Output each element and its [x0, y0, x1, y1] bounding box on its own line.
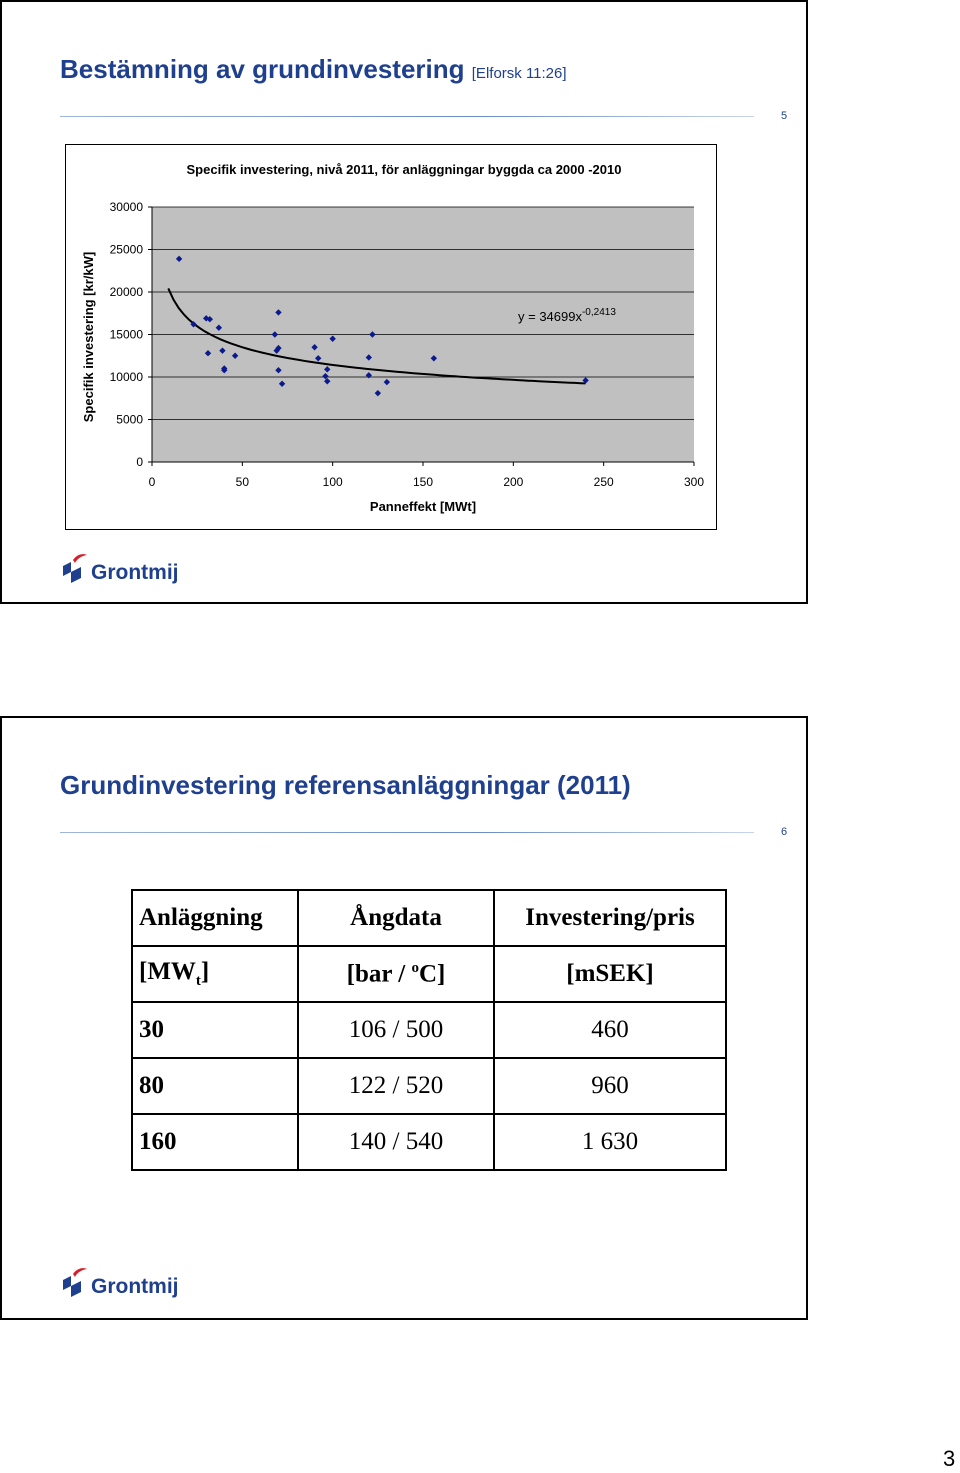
- unit-steam: [298, 946, 494, 1002]
- header-steam-data: Ångdata: [298, 890, 494, 946]
- logo-text: Grontmij: [91, 1275, 179, 1298]
- grontmij-logo: [59, 1266, 189, 1302]
- grontmij-logo-icon: [59, 552, 189, 588]
- slide-number: 6: [781, 826, 788, 838]
- grontmij-logo-icon: [59, 1266, 189, 1302]
- x-tick-labels: [149, 475, 705, 489]
- x-tick-label: 0: [148, 475, 156, 489]
- x-tick-label: 250: [593, 475, 614, 489]
- slide-title: [60, 54, 567, 85]
- grontmij-logo: [59, 552, 189, 588]
- slide-title-text: Bestämning av grundinvestering: [60, 54, 465, 84]
- table-units-row: [132, 946, 726, 1002]
- chart-title: Specifik investering, nivå 2011, för anläggningar byggda ca 2000 -2010: [186, 162, 622, 177]
- title-divider: [60, 832, 754, 833]
- unit-mw: [MW: [139, 958, 196, 985]
- slide-source: [Elforsk 11:26]: [471, 65, 567, 82]
- x-tick-label: 150: [412, 475, 434, 489]
- slide-title: Grundinvestering referensanläggningar (2011): [60, 770, 631, 800]
- chart-frame: [65, 144, 717, 530]
- slide-6: [0, 716, 808, 1320]
- cell-investment: 460: [494, 1002, 726, 1058]
- unit-celsius: C]: [418, 960, 446, 988]
- table-row: [132, 1058, 726, 1114]
- table-header-row: [132, 890, 726, 946]
- logo-text: Grontmij: [91, 561, 179, 584]
- cell-investment: 960: [494, 1058, 726, 1114]
- table-row: [132, 1002, 726, 1058]
- y-tick-label: 5000: [116, 412, 143, 427]
- unit-degree: o: [411, 959, 419, 976]
- cell-steam: 122 / 520: [298, 1058, 494, 1114]
- slide-number: 5: [781, 110, 788, 122]
- cell-steam: 140 / 540: [298, 1114, 494, 1170]
- page-number: 3: [943, 1446, 956, 1471]
- cell-investment: 1 630: [494, 1114, 726, 1170]
- x-tick-label: 100: [322, 475, 343, 489]
- reference-plants-table: [131, 889, 727, 1171]
- unit-bar: [bar /: [346, 960, 412, 988]
- title-divider: [60, 116, 754, 117]
- slide-5: [0, 0, 808, 604]
- trendline-equation-base: y = 34699x: [518, 309, 582, 324]
- cell-steam: 106 / 500: [298, 1002, 494, 1058]
- y-tick-label: 25000: [109, 242, 143, 257]
- cell-plant: 30: [132, 1002, 298, 1058]
- x-tick-label: 200: [503, 475, 524, 489]
- y-tick-label: 15000: [109, 327, 143, 342]
- header-plant: Anläggning: [132, 890, 298, 946]
- y-tick-label: 20000: [109, 285, 143, 299]
- cell-plant: 160: [132, 1114, 298, 1170]
- header-investment: Investering/pris: [494, 890, 726, 946]
- x-tick-label: 300: [683, 475, 705, 489]
- unit-investment: [mSEK]: [494, 946, 726, 1002]
- trendline-equation-exponent: -0,2413: [581, 307, 616, 318]
- scatter-chart: [66, 145, 716, 529]
- unit-subscript: t: [195, 973, 201, 989]
- y-tick-label: 30000: [109, 200, 143, 214]
- cell-plant: 80: [132, 1058, 298, 1114]
- y-tick-label: 10000: [109, 370, 143, 384]
- y-axis-label: Specifik investering [kr/kW]: [81, 251, 96, 423]
- x-tick-label: 50: [235, 475, 250, 489]
- y-tick-labels: [110, 200, 144, 469]
- y-tick-label: 0: [136, 455, 143, 469]
- unit-bracket: ]: [200, 958, 210, 985]
- x-axis-label: Panneffekt [MWt]: [369, 499, 477, 514]
- table-row: [132, 1114, 726, 1170]
- unit-plant: [132, 946, 298, 1002]
